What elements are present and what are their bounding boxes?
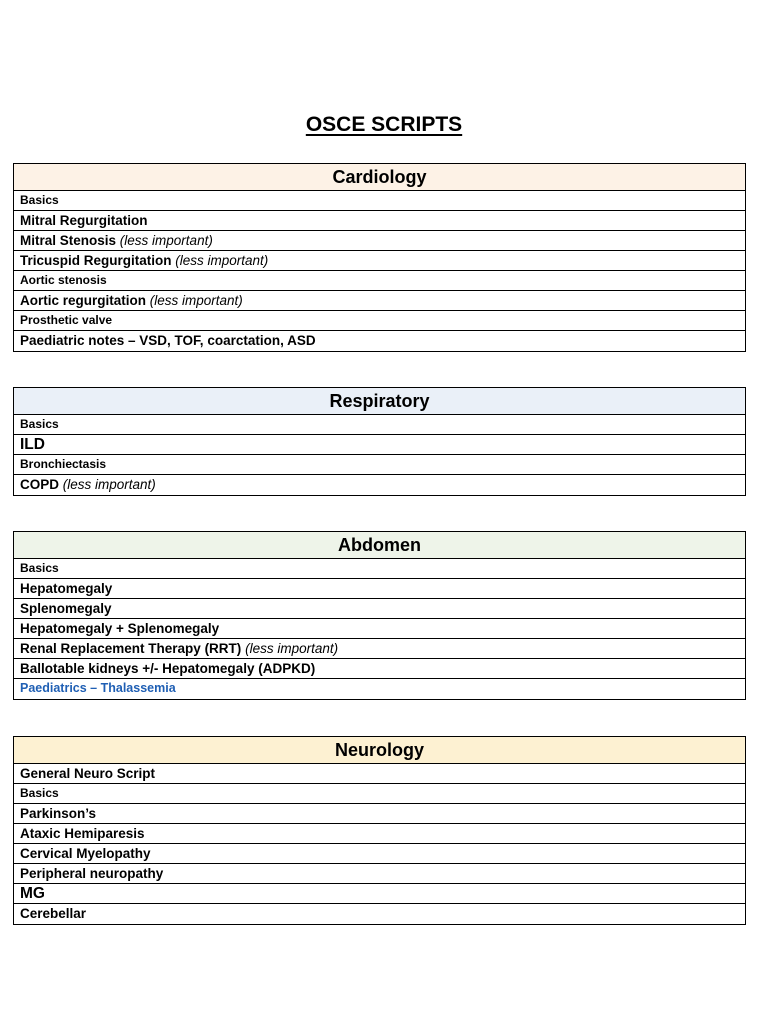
- cardiology-item-aortic-stenosis[interactable]: Aortic stenosis: [14, 271, 745, 291]
- less-important-note: (less important): [245, 641, 339, 656]
- neurology-item-peripheral-neuropathy[interactable]: Peripheral neuropathy: [14, 864, 745, 884]
- respiratory-item-ild[interactable]: ILD: [14, 435, 745, 455]
- neurology-item-ataxic-hemiparesis[interactable]: Ataxic Hemiparesis: [14, 824, 745, 844]
- respiratory-item-copd[interactable]: COPD (less important): [20, 477, 156, 492]
- cardiology-section: [13, 163, 746, 352]
- abdomen-item-splenomegaly[interactable]: Splenomegaly: [14, 599, 745, 619]
- less-important-note: (less important): [175, 253, 269, 268]
- less-important-note: (less important): [149, 293, 243, 308]
- neurology-item-basics[interactable]: Basics: [14, 784, 745, 804]
- abdomen-item-thalassemia-link[interactable]: Paediatrics – Thalassemia: [20, 681, 176, 695]
- respiratory-section: [13, 387, 746, 496]
- less-important-note: (less important): [62, 477, 156, 492]
- abdomen-item-rrt[interactable]: Renal Replacement Therapy (RRT) (less important): [14, 639, 745, 659]
- neurology-section: [13, 736, 746, 925]
- abdomen-item-basics[interactable]: Basics: [14, 559, 745, 579]
- neurology-item-cervical-myelopathy[interactable]: Cervical Myelopathy: [14, 844, 745, 864]
- cardiology-item-mitral-regurgitation[interactable]: Mitral Regurgitation: [14, 211, 745, 231]
- cardiology-item-tricuspid-regurgitation[interactable]: Tricuspid Regurgitation (less important): [14, 251, 745, 271]
- neurology-item-mg[interactable]: MG: [14, 884, 745, 904]
- page-title: OSCE SCRIPTS: [305, 113, 463, 136]
- abdomen-item-hepatosplenomegaly[interactable]: Hepatomegaly + Splenomegaly: [14, 619, 745, 639]
- cardiology-heading: Cardiology: [14, 164, 745, 191]
- respiratory-item-basics[interactable]: Basics: [14, 415, 745, 435]
- abdomen-heading: Abdomen: [14, 532, 745, 559]
- cardiology-item-prosthetic-valve[interactable]: Prosthetic valve: [14, 311, 745, 331]
- cardiology-item-mitral-stenosis[interactable]: Mitral Stenosis (less important): [14, 231, 745, 251]
- abdomen-section: [13, 531, 746, 700]
- neurology-item-general-neuro-script[interactable]: General Neuro Script: [14, 764, 745, 784]
- neurology-heading: Neurology: [14, 737, 745, 764]
- abdomen-item-adpkd[interactable]: Ballotable kidneys +/- Hepatomegaly (ADPKD): [14, 659, 745, 679]
- respiratory-item-bronchiectasis[interactable]: Bronchiectasis: [14, 455, 745, 475]
- neurology-item-parkinsons[interactable]: Parkinson’s: [14, 804, 745, 824]
- abdomen-item-hepatomegaly[interactable]: Hepatomegaly: [14, 579, 745, 599]
- less-important-note: (less important): [119, 233, 213, 248]
- respiratory-heading: Respiratory: [14, 388, 745, 415]
- cardiology-item-aortic-regurgitation[interactable]: Aortic regurgitation (less important): [14, 291, 745, 311]
- cardiology-item-basics[interactable]: Basics: [14, 191, 745, 211]
- cardiology-item-paediatric-notes[interactable]: Paediatric notes – VSD, TOF, coarctation, ASD: [20, 333, 316, 348]
- neurology-item-cerebellar[interactable]: Cerebellar: [20, 906, 87, 921]
